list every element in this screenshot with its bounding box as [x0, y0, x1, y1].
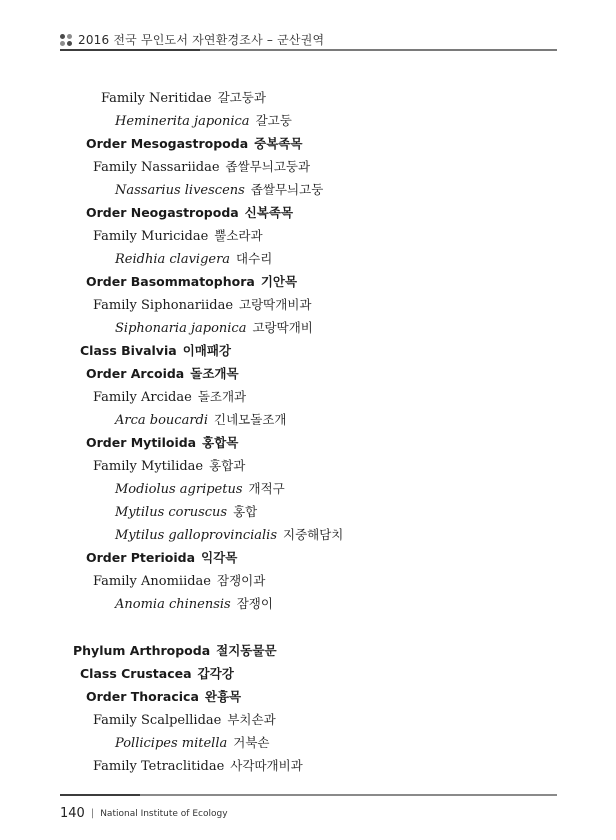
taxon-entry: [80, 343, 231, 360]
taxon-korean-name: 뿔소라과: [214, 228, 263, 243]
header-bar: [60, 31, 324, 48]
taxon-entry: [93, 458, 245, 475]
taxon-entry: [86, 205, 293, 222]
footer-separator: |: [90, 808, 95, 819]
taxon-latin-name: Order Neogastropoda: [86, 205, 239, 220]
header-rule-accent: [60, 49, 200, 51]
taxon-entry: [115, 481, 285, 498]
taxon-entry: [115, 412, 286, 429]
taxon-korean-name: 고랑딱개비과: [239, 297, 312, 312]
taxon-korean-name: 개적구: [248, 481, 285, 496]
taxon-latin-name: Family Arcidae: [93, 390, 192, 405]
taxon-latin-name: Order Basommatophora: [86, 274, 255, 289]
taxon-korean-name: 돌조개목: [190, 366, 239, 381]
taxon-latin-name: Family Scalpellidae: [93, 713, 222, 728]
taxon-korean-name: 돌조개과: [197, 389, 247, 404]
taxon-latin-name: Anomia chinensis: [115, 597, 231, 612]
taxon-korean-name: 부치손과: [227, 712, 276, 727]
taxon-entry: [115, 596, 273, 613]
taxon-korean-name: 절지동물문: [216, 643, 277, 658]
taxon-latin-name: Reidhia clavigera: [115, 252, 231, 267]
taxon-latin-name: Family Mytilidae: [93, 459, 204, 474]
taxon-entry: [93, 758, 303, 775]
taxon-latin-name: Class Bivalvia: [80, 343, 177, 358]
taxon-latin-name: Order Mytiloida: [86, 435, 197, 450]
taxon-korean-name: 신복족목: [244, 205, 294, 220]
taxon-latin-name: Class Crustacea: [80, 666, 192, 681]
taxon-entry: [93, 389, 246, 406]
taxon-entry: [86, 550, 237, 567]
taxon-latin-name: Family Nassariidae: [93, 160, 220, 175]
taxon-korean-name: 대수리: [236, 251, 273, 266]
taxon-entry: [115, 320, 313, 337]
taxon-entry: [73, 643, 277, 660]
taxon-latin-name: Siphonaria japonica: [115, 321, 247, 336]
page-number: 140: [60, 806, 85, 821]
taxon-latin-name: Pollicipes mitella: [115, 736, 228, 751]
taxon-korean-name: 중복족목: [254, 136, 303, 151]
taxon-korean-name: 고랑딱개비: [252, 320, 313, 335]
taxon-korean-name: 갈고둥: [255, 113, 292, 128]
header-dots-icon: [60, 34, 72, 46]
taxon-latin-name: Family Muricidae: [93, 229, 209, 244]
taxon-entry: [115, 504, 257, 521]
taxon-entry: [93, 228, 263, 245]
institute-name: National Institute of Ecology: [100, 808, 228, 819]
taxon-entry: [86, 435, 238, 452]
taxon-entry: [115, 113, 292, 130]
taxon-korean-name: 좁쌀무늬고둥과: [225, 159, 311, 174]
taxon-korean-name: 잠쟁이: [236, 596, 273, 611]
taxon-latin-name: Modiolus agripetus: [115, 482, 243, 497]
taxon-entry: [93, 712, 276, 729]
taxon-korean-name: 갑각강: [197, 666, 234, 681]
taxon-entry: [80, 666, 234, 683]
taxon-entry: [93, 573, 265, 590]
taxon-entry: [115, 251, 272, 268]
footer-rule-accent: [60, 794, 140, 796]
taxon-korean-name: 좁쌀무늬고둥: [250, 182, 324, 197]
taxon-korean-name: 기안목: [260, 274, 298, 289]
footer-bar: [60, 806, 228, 821]
taxon-entry: [93, 159, 310, 176]
taxon-korean-name: 익각목: [201, 550, 238, 565]
taxon-latin-name: Family Anomiidae: [93, 574, 212, 589]
taxon-entry: [115, 182, 323, 199]
taxon-entry: [101, 90, 266, 107]
taxon-latin-name: Order Mesogastropoda: [86, 136, 249, 151]
taxon-entry: [86, 366, 239, 383]
taxon-korean-name: 이매패강: [182, 343, 231, 358]
taxon-korean-name: 완흉목: [204, 689, 242, 704]
taxon-latin-name: Phylum Arthropoda: [73, 643, 211, 658]
taxon-korean-name: 사각따개비과: [230, 758, 303, 773]
taxon-latin-name: Order Arcoida: [86, 366, 185, 381]
header-title: 2016 전국 무인도서 자연환경조사 – 군산권역: [78, 33, 325, 47]
taxon-entry: [115, 527, 343, 544]
taxon-entry: [86, 274, 297, 291]
taxon-latin-name: Heminerita japonica: [115, 114, 250, 129]
taxon-entry: [86, 136, 302, 153]
taxon-latin-name: Family Tetraclitidae: [93, 759, 225, 774]
taxon-entry: [115, 735, 269, 752]
taxon-latin-name: Family Neritidae: [101, 91, 212, 106]
taxon-latin-name: Order Thoracica: [86, 689, 199, 704]
taxon-korean-name: 잠쟁이과: [217, 573, 266, 588]
taxon-korean-name: 갈고둥과: [217, 90, 266, 105]
taxon-entry: [93, 297, 311, 314]
taxon-korean-name: 홍합과: [209, 458, 246, 473]
taxon-korean-name: 지중해담치: [283, 527, 344, 542]
taxon-latin-name: Mytilus galloprovincialis: [115, 528, 277, 543]
taxon-korean-name: 홍합: [233, 504, 258, 519]
taxon-latin-name: Arca boucardi: [115, 413, 209, 428]
taxon-korean-name: 긴네모돌조개: [214, 412, 287, 427]
taxon-latin-name: Order Pterioida: [86, 550, 196, 565]
taxon-korean-name: 홍합목: [202, 435, 239, 450]
taxon-latin-name: Mytilus coruscus: [115, 505, 228, 520]
taxon-entry: [86, 689, 241, 706]
taxon-korean-name: 거북손: [233, 735, 270, 750]
taxon-latin-name: Family Siphonariidae: [93, 298, 234, 313]
taxon-latin-name: Nassarius livescens: [115, 183, 245, 198]
